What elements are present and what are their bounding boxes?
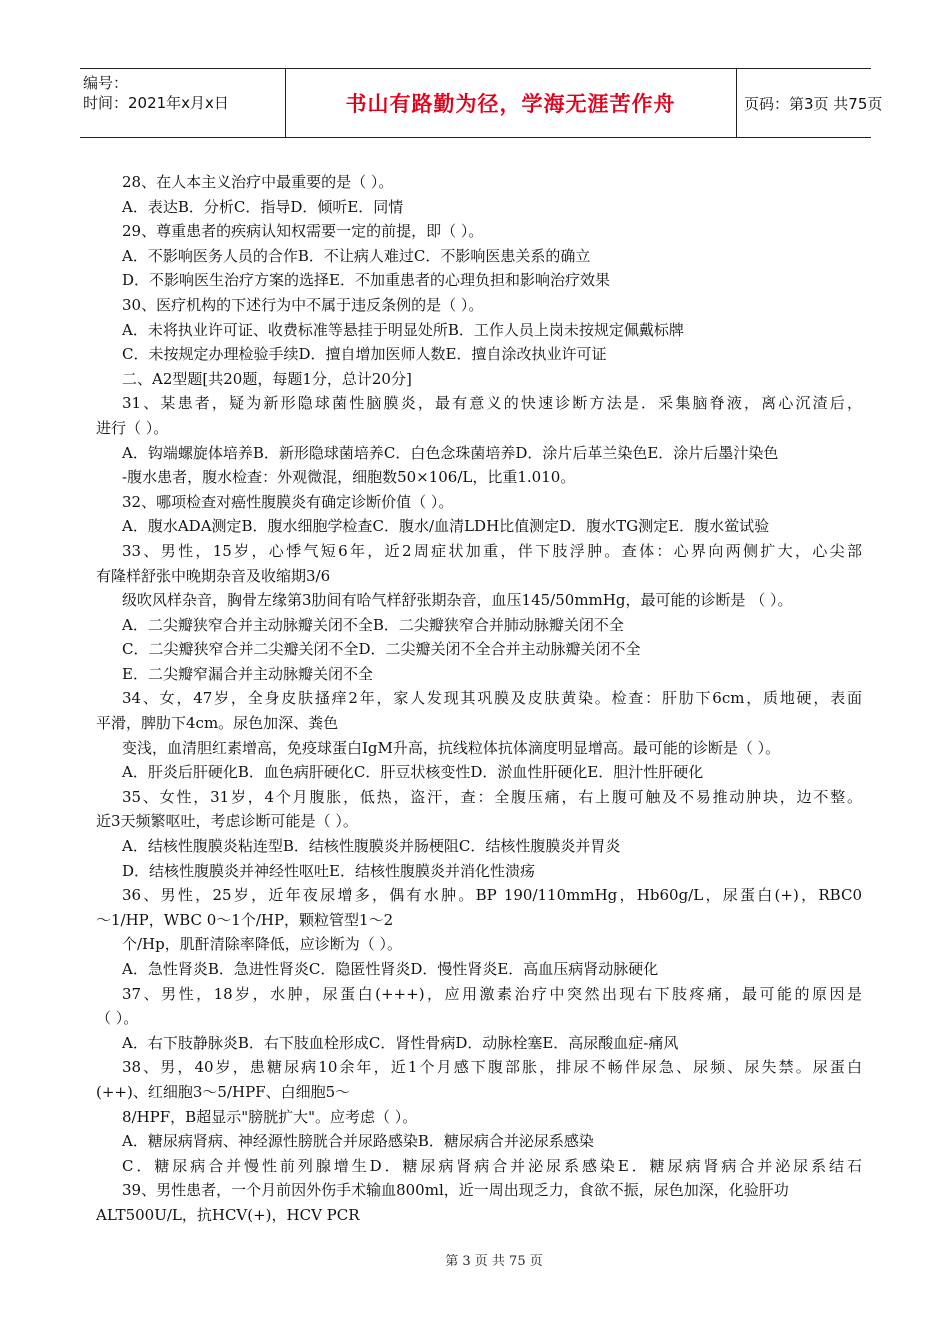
text-line: A．钩端螺旋体培养B．新形隐球菌培养C．白色念珠菌培养D．涂片后革兰染色E．涂片后墨汁染色 xyxy=(122,443,779,462)
text-line: 级吹风样杂音，胸骨左缘第3肋间有哈气样舒张期杂音，血压145/50mmHg，最可能的诊断是 （ ）。 xyxy=(122,591,793,610)
text-line: D．不影响医生治疗方案的选择E．不加重患者的心理负担和影响治疗效果 xyxy=(122,271,610,290)
document-body xyxy=(96,170,862,1228)
text-line: ALT500U/L，抗HCV(+)，HCV PCR xyxy=(96,1205,360,1224)
text-line: 29、尊重患者的疾病认知权需要一定的前提，即（ ）。 xyxy=(122,222,484,241)
header-motto: 书山有路勤为径，学海无涯苦作舟 xyxy=(345,92,676,116)
text-line: C．糖尿病合并慢性前列腺增生D．糖尿病肾病合并泌尿系感染E．糖尿病肾病合并泌尿系结石 xyxy=(122,1156,862,1175)
text-line: 37、男性，18岁，水肿，尿蛋白(+++)，应用激素治疗中突然出现右下肢疼痛，最可能的原因是 xyxy=(122,984,862,1003)
text-line: 36、男性，25岁，近年夜尿增多，偶有水肿。BP 190/110mmHg，Hb60g/L，尿蛋白(+)，RBC0 xyxy=(122,886,862,905)
text-line: 34、女，47岁，全身皮肤搔痒2年，家人发现其巩膜及皮肤黄染。检查：肝肋下6cm，质地硬，表面 xyxy=(122,689,862,708)
text-line: C．二尖瓣狭窄合并二尖瓣关闭不全D．二尖瓣关闭不全合并主动脉瓣关闭不全 xyxy=(122,640,641,659)
text-line: 8/HPF，B超显示"膀胱扩大"。应考虑（ ）。 xyxy=(122,1107,418,1126)
text-line: ～1/HP，WBC 0～1个/HP，颗粒管型1～2 xyxy=(96,910,394,929)
text-line: A．不影响医务人员的合作B．不让病人难过C．不影响医患关系的确立 xyxy=(122,246,591,265)
text-line: 31、某患者，疑为新形隐球菌性脑膜炎，最有意义的快速诊断方法是．采集脑脊液，离心沉渣后， xyxy=(122,394,862,413)
text-line: A．右下肢静脉炎B．右下肢血栓形成C．肾性骨病D．动脉栓塞E．高尿酸血症-痛风 xyxy=(122,1033,679,1052)
text-line: (++)、红细胞3～5/HPF、白细胞5～ xyxy=(96,1082,351,1101)
text-line: A．腹水ADA测定B．腹水细胞学检查C．腹水/血清LDH比值测定D．腹水TG测定E．腹水鲎试验 xyxy=(122,517,770,536)
text-line: 个/Hp，肌酐清除率降低，应诊断为（ ）。 xyxy=(122,935,403,954)
text-line: A．表达B．分析C．指导D．倾听E．同情 xyxy=(122,197,404,216)
text-line: -腹水患者，腹水检查：外观微混，细胞数50×106/L，比重1.010。 xyxy=(122,468,576,487)
page-footer: 第 3 页 共 75 页 xyxy=(445,1254,543,1269)
header-motto-cell xyxy=(285,69,737,137)
text-line: E．二尖瓣窄漏合并主动脉瓣关闭不全 xyxy=(122,664,373,683)
text-line: A．结核性腹膜炎粘连型B．结核性腹膜炎并肠梗阻C．结核性腹膜炎并胃炎 xyxy=(122,837,621,856)
text-line: A．二尖瓣狭窄合并主动脉瓣关闭不全B．二尖瓣狭窄合并肺动脉瓣关闭不全 xyxy=(122,615,624,634)
text-line: C．未按规定办理检验手续D．擅自增加医师人数E．擅自涂改执业许可证 xyxy=(122,345,607,364)
text-line: A．未将执业许可证、收费标准等悬挂于明显处所B．工作人员上岗未按规定佩戴标牌 xyxy=(122,320,684,339)
text-line: 近3天频繁呕吐，考虑诊断可能是（ ）。 xyxy=(96,812,358,831)
page-header xyxy=(80,68,883,138)
text-line: 28、在人本主义治疗中最重要的是（ ）。 xyxy=(122,173,394,191)
document-date: 时间：2021年x月x日 xyxy=(83,94,229,112)
text-line: 35、女性，31岁，4个月腹胀，低热，盗汗，查：全腹压痛，右上腹可触及不易推动肿块，边不整。 xyxy=(122,787,862,806)
text-line: A．糖尿病肾病、神经源性膀胱合并尿路感染B．糖尿病合并泌尿系感染 xyxy=(122,1132,594,1151)
text-line: 平滑，脾肋下4cm。尿色加深、粪色 xyxy=(96,714,339,733)
text-line: 有隆样舒张中晚期杂音及收缩期3/6 xyxy=(96,566,331,585)
text-line: 33、男性，15岁，心悸气短6年，近2周症状加重，伴下肢浮肿。查体：心界向两侧扩大，心尖部 xyxy=(122,541,862,560)
text-line: 32、哪项检查对癌性腹膜炎有确定诊断价值（ ）。 xyxy=(122,492,454,511)
text-line: D．结核性腹膜炎并神经性呕吐E．结核性腹膜炎并消化性溃疡 xyxy=(122,861,535,880)
text-line: A．急性肾炎B．急进性肾炎C．隐匿性肾炎D．慢性肾炎E．高血压病肾动脉硬化 xyxy=(122,960,659,978)
header-meta-cell xyxy=(80,69,286,137)
text-line: 38、男，40岁，患糖尿病10余年，近1个月感下腹部胀，排尿不畅伴尿急、尿频、尿失禁。尿蛋白 xyxy=(122,1058,862,1077)
text-line: A．肝炎后肝硬化B．血色病肝硬化C．肝豆状核变性D．淤血性肝硬化E．胆汁性肝硬化 xyxy=(122,763,704,782)
text-line: 变浅，血清胆红素增高，免疫球蛋白IgM升高，抗线粒体抗体滴度明显增高。最可能的诊断是（ ）。 xyxy=(122,738,781,757)
text-line: 30、医疗机构的下述行为中不属于违反条例的是（ ）。 xyxy=(122,295,484,314)
text-line: 39、男性患者，一个月前因外伤手术输血800ml，近一周出现乏力，食欲不振，尿色加深，化验肝功 xyxy=(122,1181,789,1200)
text-line: 进行（ ）。 xyxy=(96,418,169,437)
document-number-label: 编号： xyxy=(83,74,129,92)
text-line: （ ）。 xyxy=(96,1009,139,1028)
header-page-info: 页码：第3页 共75页 xyxy=(744,94,883,113)
text-line: 二、A2型题[共20题，每题1分，总计20分] xyxy=(122,369,412,388)
